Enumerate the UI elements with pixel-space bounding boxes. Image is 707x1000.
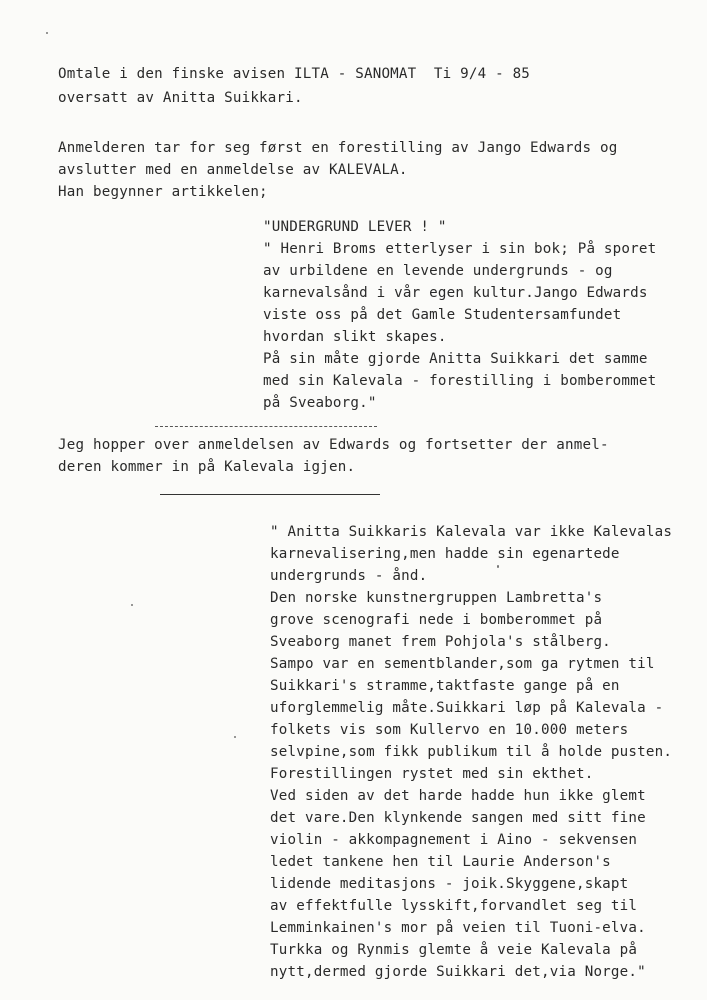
quote2-line: grove scenografi nede i bomberommet på: [270, 612, 603, 628]
middle-line-1: Jeg hopper over anmeldelsen av Edwards og fortsetter der anmel-: [58, 437, 609, 453]
quote2-line: karnevalisering,men hadde sin egenartede: [270, 546, 620, 562]
quote2-line: av effektfulle lysskift,forvandlet seg til: [270, 898, 638, 914]
intro-line-2: avslutter med en anmeldelse av KALEVALA.: [58, 162, 408, 178]
quote1-title: "UNDERGRUND LEVER ! ": [263, 219, 447, 235]
quote1-line: på Sveaborg.": [263, 395, 377, 411]
quote2-line: Forestillingen rystet med sin ekthet.: [270, 766, 594, 782]
quote2-line: Turkka og Rynmis glemte å veie Kalevala på: [270, 942, 638, 958]
quote2-line: Lemminkainen's mor på veien til Tuoni-elva.: [270, 920, 646, 936]
paper-speck: [46, 32, 48, 34]
quote1-line: På sin måte gjorde Anitta Suikkari det samme: [263, 351, 648, 367]
paper-speck: [234, 736, 236, 738]
quote2-line: Ved siden av det harde hadde hun ikke glemt: [270, 788, 646, 804]
quote2-line: selvpine,som fikk publikum til å holde pusten.: [270, 744, 673, 760]
intro-line-1: Anmelderen tar for seg først en forestilling av Jango Edwards og: [58, 140, 618, 156]
quote2-line: uforglemmelig måte.Suikkari løp på Kalevala -: [270, 700, 664, 716]
quote2-line: Sampo var en sementblander,som ga rytmen til: [270, 656, 655, 672]
quote2-line: Sveaborg manet frem Pohjola's stålberg.: [270, 634, 611, 650]
quote2-line: det vare.Den klynkende sangen med sitt fine: [270, 810, 646, 826]
separator-line-dashed: [155, 426, 377, 427]
separator-line: [160, 494, 380, 495]
quote2-line: violin - akkompagnement i Aino - sekvensen: [270, 832, 638, 848]
paper-speck: [497, 565, 499, 568]
header-line-2: oversatt av Anitta Suikkari.: [58, 90, 303, 106]
intro-line-3: Han begynner artikkelen;: [58, 184, 268, 200]
quote1-line: av urbildene en levende undergrunds - og: [263, 263, 613, 279]
quote2-line: Suikkari's stramme,taktfaste gange på en: [270, 678, 620, 694]
quote1-line: " Henri Broms etterlyser i sin bok; På sporet: [263, 241, 657, 257]
quote2-line: ledet tankene hen til Laurie Anderson's: [270, 854, 611, 870]
quote2-line: Den norske kunstnergruppen Lambretta's: [270, 590, 603, 606]
middle-line-2: deren kommer in på Kalevala igjen.: [58, 459, 356, 475]
quote2-line: nytt,dermed gjorde Suikkari det,via Norge.": [270, 964, 646, 980]
quote1-line: karnevalsånd i vår egen kultur.Jango Edwards: [263, 285, 648, 301]
quote1-line: viste oss på det Gamle Studentersamfundet: [263, 307, 622, 323]
quote2-line: " Anitta Suikkaris Kalevala var ikke Kalevalas: [270, 524, 673, 540]
quote2-line: undergrunds - ånd.: [270, 568, 428, 584]
quote2-line: lidende meditasjons - joik.Skyggene,skapt: [270, 876, 629, 892]
paper-speck: [131, 604, 133, 606]
quote1-line: med sin Kalevala - forestilling i bomberommet: [263, 373, 657, 389]
header-line-1: Omtale i den finske avisen ILTA - SANOMAT Ti 9/4 - 85: [58, 66, 531, 82]
quote2-line: folkets vis som Kullervo en 10.000 meters: [270, 722, 629, 738]
quote1-line: hvordan slikt skapes.: [263, 329, 447, 345]
